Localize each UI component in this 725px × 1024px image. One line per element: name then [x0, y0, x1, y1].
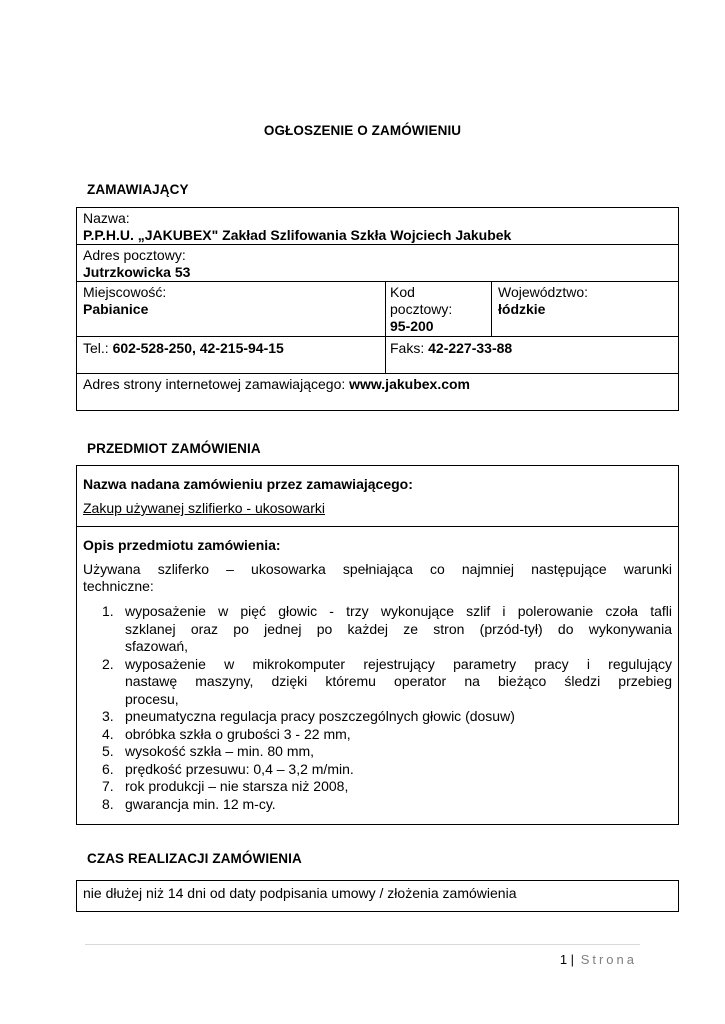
kod-label-1: Kod — [390, 284, 415, 300]
nazwa-value: P.P.H.U. „JAKUBEX" Zakład Szlifowania Szkła Wojciech Jakubek — [83, 227, 512, 243]
faks-row — [390, 340, 512, 357]
faks-label: Faks: — [390, 340, 425, 356]
list-item-number: 4. — [102, 725, 114, 742]
footer-separator: | — [570, 952, 575, 967]
opis-intro-line-2: techniczne: — [83, 578, 154, 594]
list-item-text: szklanej oraz po jednej po każdej ze stron (przód-tył) do wykonywania — [125, 620, 672, 637]
czas-value: nie dłużej niż 14 dni od daty podpisania umowy / złożenia zamówienia — [83, 885, 517, 901]
page-footer — [560, 952, 637, 967]
page-number: 1 — [559, 952, 568, 967]
www-row — [83, 376, 470, 393]
miejscowosc-value: Pabianice — [83, 301, 149, 317]
section-heading-czas: CZAS REALIZACJI ZAMÓWIENIA — [87, 851, 302, 866]
list-item-text: wyposażenie w pięć głowic - trzy wykonujące szlif i polerowanie czoła tafli — [125, 603, 672, 619]
list-item-number: 2. — [102, 655, 114, 672]
list-item-text: wyposażenie w mikrokomputer rejestrujący parametry pracy i regulujący — [125, 655, 672, 672]
kod-value: 95-200 — [390, 318, 434, 334]
opis-label: Opis przedmiotu zamówienia: — [83, 537, 281, 553]
przedmiot-nazwa-value: Zakup używanej szlifierko - ukosowarki — [83, 500, 325, 516]
www-label: Adres strony internetowej zamawiającego: — [83, 376, 346, 392]
opis-intro-line-1: Używana szliferko – ukosowarka spełniająca co najmniej następujące warunki — [83, 561, 672, 577]
www-value: www.jakubex.com — [349, 376, 470, 392]
kod-label-2: pocztowy: — [390, 301, 453, 317]
list-item-number: 8. — [102, 795, 114, 812]
section-heading-zamawiajacy: ZAMAWIAJĄCY — [87, 182, 189, 197]
list-item-text: gwarancja min. 12 m-cy. — [125, 795, 276, 812]
list-item-number: 6. — [102, 760, 114, 777]
footer-strona: Strona — [580, 952, 637, 967]
list-item-text: nastawę maszyny, dzięki któremu operator na bieżąco śledzi przebieg — [125, 673, 672, 689]
footer-divider — [85, 944, 640, 945]
tel-label: Tel.: — [83, 340, 109, 356]
tel-row — [83, 340, 284, 357]
adres-value: Jutrzkowicka 53 — [83, 264, 191, 280]
list-item-text: wysokość szkła – min. 80 mm, — [125, 743, 315, 759]
tel-value: 602-528-250, 42-215-94-15 — [112, 340, 284, 356]
list-item-number: 1. — [102, 603, 114, 619]
miejscowosc-label: Miejscowość: — [83, 284, 167, 300]
list-item-number: 7. — [102, 778, 114, 794]
list-item-text: rok produkcji – nie starsza niż 2008, — [125, 778, 349, 794]
list-item-number: 3. — [102, 708, 114, 724]
faks-value: 42-227-33-88 — [428, 340, 513, 356]
adres-label: Adres pocztowy: — [83, 247, 186, 263]
page-title: OGŁOSZENIE O ZAMÓWIENIU — [263, 123, 462, 138]
list-item-text: prędkość przesuwu: 0,4 – 3,2 m/min. — [125, 760, 354, 777]
przedmiot-nazwa-label: Nazwa nadana zamówieniu przez zamawiającego: — [83, 476, 413, 492]
list-item-text: sfazowań, — [125, 638, 189, 654]
list-item-text: procesu, — [125, 690, 179, 707]
section-heading-przedmiot: PRZEDMIOT ZAMÓWIENIA — [87, 441, 261, 456]
list-item-number: 5. — [102, 743, 114, 759]
list-item-text: obróbka szkła o grubości 3 - 22 mm, — [125, 725, 351, 742]
list-item-text: pneumatyczna regulacja pracy poszczególnych głowic (dosuw) — [125, 708, 515, 724]
wojewodztwo-value: łódzkie — [498, 301, 546, 317]
wojewodztwo-label: Województwo: — [498, 284, 589, 300]
nazwa-label: Nazwa: — [83, 210, 130, 226]
